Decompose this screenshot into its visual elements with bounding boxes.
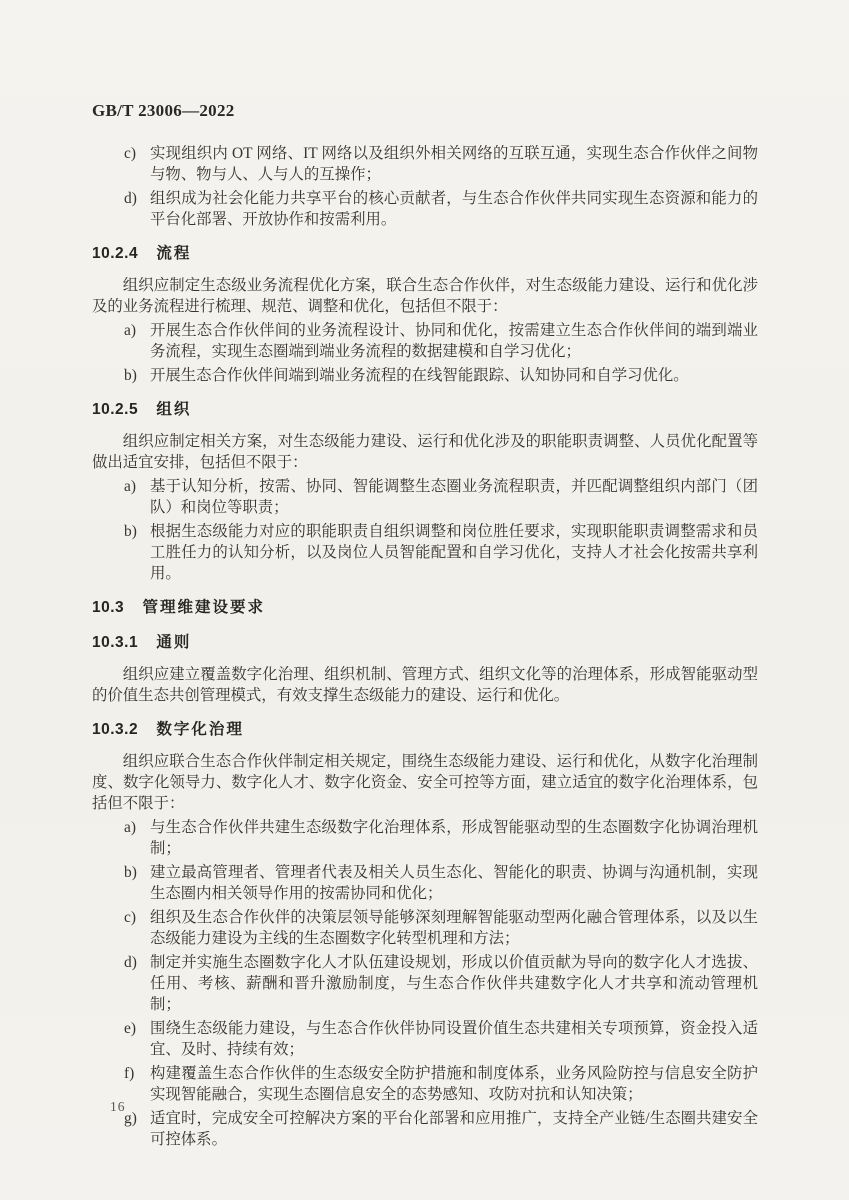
- list-item-text: 开展生态合作伙伴间的业务流程设计、协同和优化，按需建立生态合作伙伴间的端到端业务流程，实现生态圈端到端业务流程的数据建模和自学习优化；: [150, 322, 758, 360]
- heading-title: 流程: [156, 245, 192, 262]
- paragraph: 组织应建立覆盖数字化治理、组织机制、管理方式、组织文化等的治理体系，形成智能驱动型的价值生态共创管理模式，有效支撑生态级能力的建设、运行和优化。: [92, 666, 758, 704]
- list-item-text: 组织成为社会化能力共享平台的核心贡献者，与生态合作伙伴共同实现生态资源和能力的平台化部署、开放协作和按需利用。: [150, 190, 758, 228]
- list-item-label: c): [124, 909, 136, 926]
- document-body: [92, 143, 758, 1150]
- heading-number: 10.3.2: [92, 721, 139, 738]
- section-heading-10-2-5: [92, 399, 758, 421]
- list-item: [92, 907, 758, 949]
- heading-number: 10.2.5: [92, 401, 139, 418]
- list-item: [92, 521, 758, 584]
- page-footer: [110, 1098, 126, 1116]
- heading-number: 10.3.1: [92, 634, 139, 651]
- list-item-text: 组织及生态合作伙伴的决策层领导能够深刻理解智能驱动型两化融合管理体系，以及以生态级能力建设为主线的生态圈数字化转型机理和方法；: [150, 909, 758, 947]
- list-item: [92, 365, 758, 386]
- list-item: [92, 143, 758, 185]
- list-item-label: f): [124, 1065, 135, 1082]
- list-item: [92, 817, 758, 859]
- list-item: [92, 1018, 758, 1060]
- heading-title: 通则: [156, 634, 192, 651]
- list-item: [92, 188, 758, 230]
- list-item-text: 建立最高管理者、管理者代表及相关人员生态化、智能化的职责、协调与沟通机制，实现生态圈内相关领导作用的按需协同和优化；: [150, 864, 758, 902]
- list-item-label: c): [124, 145, 136, 162]
- list-item-text: 适宜时，完成安全可控解决方案的平台化部署和应用推广，支持全产业链/生态圈共建安全可控体系。: [150, 1110, 758, 1148]
- page-header: [92, 100, 758, 121]
- list-item-text: 制定并实施生态圈数字化人才队伍建设规划，形成以价值贡献为导向的数字化人才选拔、任用、考核、薪酬和晋升激励制度，与生态合作伙伴共建数字化人才共享和流动管理机制；: [150, 954, 758, 1013]
- heading-title: 组织: [156, 401, 192, 418]
- list-item-label: a): [124, 819, 136, 836]
- paragraph: 组织应制定相关方案，对生态级能力建设、运行和优化涉及的职能职责调整、人员优化配置等做出适宜安排，包括但不限于：: [92, 433, 758, 471]
- paragraph: 组织应联合生态合作伙伴制定相关规定，围绕生态级能力建设、运行和优化，从数字化治理制度、数字化领导力、数字化人才、数字化资金、安全可控等方面，建立适宜的数字化治理体系，包括但不限于：: [92, 753, 758, 812]
- section-heading-10-2-4: [92, 243, 758, 265]
- section-heading-10-3-1: [92, 632, 758, 654]
- list-item-text: 根据生态级能力对应的职能职责自组织调整和岗位胜任要求，实现职能职责调整需求和员工胜任力的认知分析，以及岗位人员智能配置和自学习优化，支持人才社会化按需共享利用。: [150, 523, 758, 582]
- section-heading-10-3: [92, 597, 758, 619]
- page-number: 16: [110, 1099, 126, 1114]
- heading-number: 10.2.4: [92, 245, 139, 262]
- list-item-text: 与生态合作伙伴共建生态级数字化治理体系，形成智能驱动型的生态圈数字化协调治理机制；: [150, 819, 758, 857]
- paragraph: 组织应制定生态级业务流程优化方案，联合生态合作伙伴，对生态级能力建设、运行和优化涉及的业务流程进行梳理、规范、调整和优化，包括但不限于：: [92, 277, 758, 315]
- list-item-label: b): [124, 864, 137, 881]
- list-item: [92, 476, 758, 518]
- heading-title: 数字化治理: [156, 721, 244, 738]
- doc-number: GB/T 23006—2022: [92, 101, 235, 120]
- list-item: [92, 1063, 758, 1105]
- section-heading-10-3-2: [92, 719, 758, 741]
- list-item-label: b): [124, 367, 137, 384]
- list-item: [92, 320, 758, 362]
- list-item-label: a): [124, 478, 136, 495]
- list-item-text: 开展生态合作伙伴间端到端业务流程的在线智能跟踪、认知协同和自学习优化。: [150, 367, 689, 384]
- list-item-label: b): [124, 523, 137, 540]
- list-item-label: g): [124, 1110, 137, 1127]
- list-item-text: 基于认知分析，按需、协同、智能调整生态圈业务流程职责，并匹配调整组织内部门（团队）和岗位等职责；: [150, 478, 758, 516]
- list-item-label: e): [124, 1020, 136, 1037]
- list-item: [92, 1108, 758, 1150]
- list-item: [92, 952, 758, 1015]
- list-item-label: d): [124, 954, 137, 971]
- list-item-text: 构建覆盖生态合作伙伴的生态级安全防护措施和制度体系，业务风险防控与信息安全防护实现智能融合，实现生态圈信息安全的态势感知、攻防对抗和认知决策；: [150, 1065, 758, 1103]
- list-item: [92, 862, 758, 904]
- list-item-text: 实现组织内 OT 网络、IT 网络以及组织外相关网络的互联互通，实现生态合作伙伴之间物与物、物与人、人与人的互操作；: [150, 145, 758, 183]
- list-item-text: 围绕生态级能力建设，与生态合作伙伴协同设置价值生态共建相关专项预算，资金投入适宜、及时、持续有效；: [150, 1020, 758, 1058]
- heading-number: 10.3: [92, 599, 125, 616]
- list-item-label: a): [124, 322, 136, 339]
- heading-title: 管理维建设要求: [142, 599, 265, 616]
- list-item-label: d): [124, 190, 137, 207]
